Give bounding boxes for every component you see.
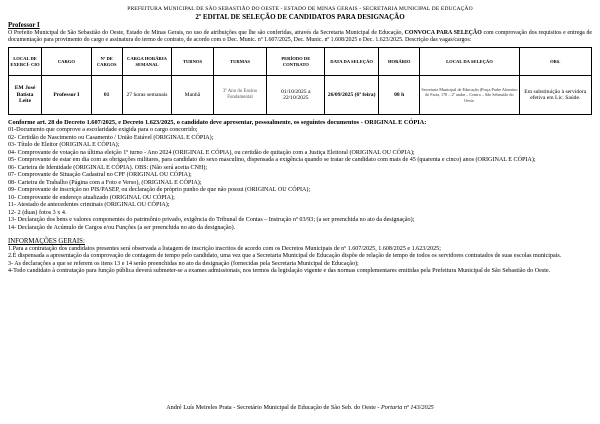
table-header-row (9, 48, 592, 76)
list-item: 11- Atestado de antecedentes criminais (ORIGINAL OU CÓPIA); (8, 202, 170, 208)
col-header-local-selecao: LOCAL DA SELEÇÃO (420, 48, 519, 76)
intro-text-1: O Prefeito Municipal de São Sebastião do Oeste, Estado de Minas Gerais, no uso de atribuições que lhe são conferidas, através da Secretaria Municipal de Educação, (8, 30, 405, 36)
intro-bold: CONVOCA PARA SELEÇÃO (404, 30, 482, 36)
col-header-cargo: CARGO (42, 48, 92, 76)
col-header-local: LOCAL DE EXERCÍ- CIO (9, 48, 42, 76)
list-item: 03- Título de Eleitor (ORIGINAL E CÓPIA); (8, 142, 120, 148)
table-row (9, 76, 592, 115)
intro-paragraph (8, 30, 592, 44)
info-item: 3- As declarações a que se referem os itens 13 e 14 serão preenchidas no ato da designação (fornecidas pela Secretaria Municipal de Educação); (8, 260, 359, 267)
list-item: 09- Comprovante de inscrição no PIS/PASEP, ou declaração de próprio punho de que não possui (ORIGINAL OU CÓPIA); (8, 187, 311, 193)
list-item: 14- Declaração de Acúmulo de Cargos e/ou Funções (a ser preenchida no ato da designação). (8, 224, 236, 231)
col-header-data: DATA DA SELEÇÃO (325, 48, 379, 76)
cell-cargo: Professor I (42, 76, 92, 115)
col-header-turnos: TURNOS (172, 48, 213, 76)
col-header-obs: OBS. (519, 48, 591, 76)
info-item: 1.Para a contratação dos candidatos presentes será observada a listagem de inscrição inscritos de acordo com os Decretos Municipais de nº 1.607/2025, 1.608/2025 e 1.623/2025; (8, 246, 441, 252)
list-item: 04- Comprovante de votação na última eleição 1º turno - Ano 2024 (ORIGINAL E CÓPIA), ou certidão de quitação com a Justiça Eleitoral (ORIGINAL OU CÓPIA); (8, 149, 415, 156)
intro-text-2: com comprovação dos requisitos e entrega de documentação para provimento do cargo e assinatura do termo de contrato, de acordo com o Dec. Munic. nº 1.607/2025, Dec. Munic. nº 1.608/2025 e Dec. 1.623/2025. Descrição das vagas/cargos: (8, 30, 593, 43)
col-header-carga: CARGA HORÁRIA SEMANAL (122, 48, 172, 76)
edital-page (8, 6, 592, 276)
list-item: 07- Comprovante de Situação Cadastral no CPF (ORIGINAL OU CÓPIA); (8, 172, 192, 178)
cell-num: 01 (91, 76, 122, 115)
footer-text: André Luís Meireles Prata - Secretário Municipal de Educação de São Seb. do Oeste - (166, 404, 381, 411)
vagas-table (8, 47, 592, 115)
list-item: 10- Comprovante de endereço atualizado (ORIGINAL OU CÓPIA); (8, 194, 175, 201)
cell-turma: 3º Ano do Ensino Fundamental (213, 76, 267, 115)
list-item: 05- Comprovante de estar em dia com as obrigações militares, para candidato do sexo masculino, dispensada a exigência quando se tratar de candidato com mais de 45 (quarenta e cinco) anos (ORIGINAL E CÓPIA); (8, 157, 536, 163)
col-header-turmas: TURMAS (213, 48, 267, 76)
header-line-1: PREFEITURA MUNICIPAL DE SÃO SEBASTIÃO DO OESTE - ESTADO DE MINAS GERAIS - SECRETARIA MUNICIPAL DE EDUCAÇÃO (127, 6, 473, 12)
info-title: INFORMAÇÕES GERAIS: (8, 238, 85, 245)
col-header-num-cargos: Nº DE CARGOS (91, 48, 122, 76)
cell-carga: 27 horas semanais (122, 76, 172, 115)
section-title: Professor I (8, 22, 40, 29)
cell-obs: Em substituição à servidora efetiva em Lic. Saúde. (519, 76, 591, 115)
list-item: 01-Documento que comprove a escolaridade exigida para o cargo concorrido; (8, 127, 198, 133)
list-item: 02- Certidão de Nascimento ou Casamento / União Estável (ORIGINAL E CÓPIA); (8, 134, 214, 141)
footer-portaria: Portaria nº 143/2025 (380, 404, 434, 411)
cell-horario: 08 h (379, 76, 420, 115)
cell-local-selecao: Secretaria Municipal de Educação (Praça Padre Afonsino de Faria, 178 – 2º andar – Centro – São Sebastião do Oeste. (420, 76, 519, 115)
cell-turno: Manhã (172, 76, 213, 115)
documents-list (8, 127, 592, 232)
list-item: 13- Declaração dos bens e valores componentes do patrimônio privado, exigência do Tribunal de Contas – Instrução nº 03/93; (a ser preenchida no ato da designação); (8, 217, 415, 223)
conforme-statement: Conforme art. 28 do Decreto 1.607/2025, e Decreto 1.623/2025, o candidato deve apresentar, pessoalmente, os seguintes documentos - ORIGINAL E CÓPIA: (8, 119, 427, 126)
edital-title: 2º EDITAL DE SELEÇÃO DE CANDIDATOS PARA DESIGNAÇÃO (195, 13, 405, 21)
info-item: 4-Todo candidato à contratação para função pública deverá submeter-se a exames admissionais, nos termos da legislação vigente e das normas complementares emitidas pela Prefeitura Municipal de São Sebastião do Oeste. (8, 268, 551, 275)
footer-signature (0, 404, 600, 411)
info-item: 2.É dispensada a apresentação da comprovação de contagem de tempo pelo candidato, uma vez que a Secretaria Municipal de Educação dispõe de relação de tempo de todos os servidores contratados de suas escolas municipais. (8, 253, 562, 260)
list-item: 08- Carteira de Trabalho (Página com a Foto e Verso), (ORIGINAL E CÓPIA); (8, 179, 202, 186)
list-item: 12- 2 (duas) fotos 3 x 4. (8, 209, 67, 216)
cell-local: EM José Batista Leite (9, 76, 42, 115)
col-header-periodo: PERÍODO DE CONTRATO (267, 48, 325, 76)
cell-periodo: 01/10/2025 a 22/10/2025 (267, 76, 325, 115)
col-header-horario: HORÁRIO (379, 48, 420, 76)
list-item: 06- Carteira de Identidade (ORIGINAL E CÓPIA). OBS: (Não será aceita CNH); (8, 164, 208, 171)
cell-data: 26/09/2025 (6ª feira) (325, 76, 379, 115)
